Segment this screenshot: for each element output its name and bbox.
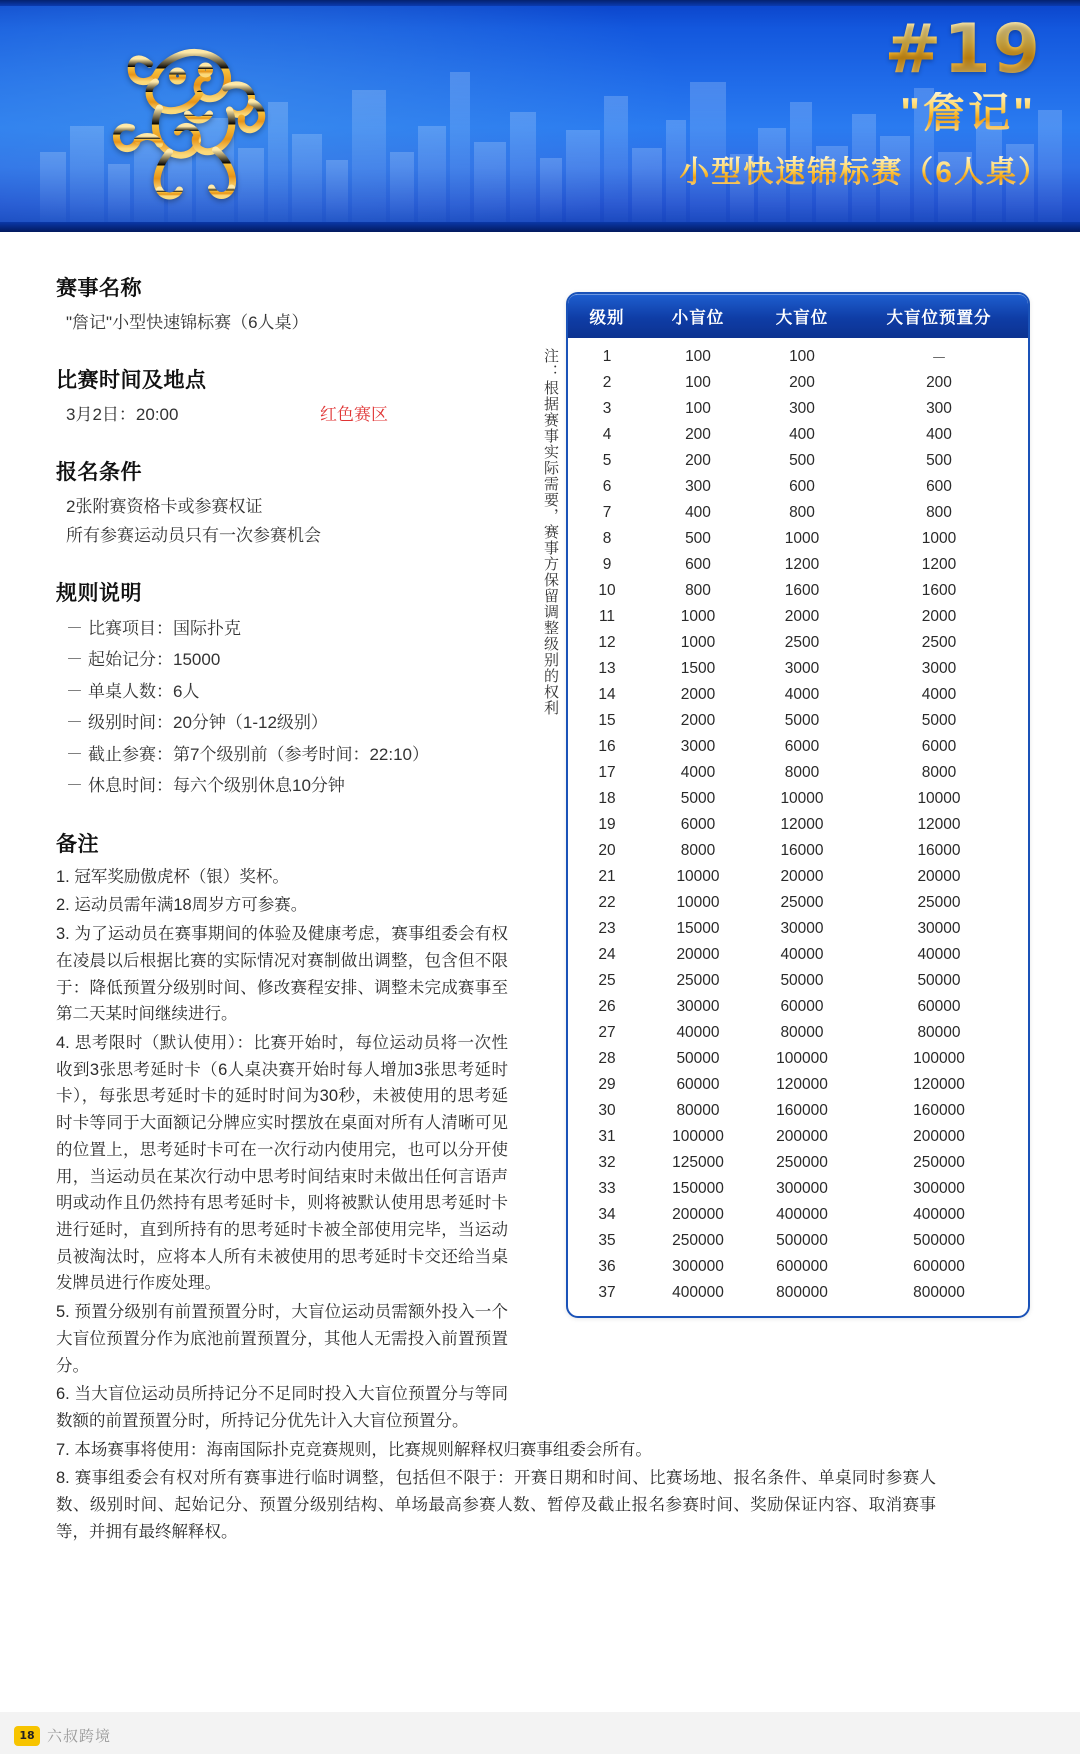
table-cell: 60000	[917, 998, 961, 1015]
table-cell: 35	[598, 1232, 616, 1249]
table-row	[568, 344, 1028, 370]
issue-number: #19	[534, 16, 1054, 84]
table-cell: 12	[598, 634, 616, 651]
table-row	[568, 1176, 1028, 1202]
time-place-title: 比赛时间及地点	[56, 368, 207, 392]
table-cell: 14	[598, 686, 616, 703]
remark-item-wide: 7. 本场赛事将使用：海南国际扑克竞赛规则，比赛规则解释权归赛事组委会所有。	[56, 1440, 652, 1459]
table-cell: 22	[598, 894, 616, 911]
remark-item: 4. 思考限时（默认使用）：比赛开始时，每位运动员将一次性收到3张思考延时卡（6人桌决赛开始时每人增加3张思考延时卡），每张思考延时卡的延时时间为30秒，未被使用的思考延时卡等同于大面额记分牌应实时摆放在桌面对所有人清晰可见的位置上，思考延时卡可在一次行动内使用完，也可以分开使用，当运动员在某次行动中思考时间结束时未做出任何言语声明或动作且仍然持有思考延时卡，则将被默认使用思考延时卡进行延时，直到所持有的思考延时卡被全部使用完毕，当运动员被淘汰时，应将本人所有未被使用的思考延时卡交还给当桌发牌员进行作废处理。	[56, 1033, 508, 1293]
table-cell: 33	[598, 1180, 616, 1197]
list-item	[56, 644, 508, 675]
table-row	[568, 1098, 1028, 1124]
table-row	[568, 786, 1028, 812]
blind-table-side-note: 注：根据赛事实际需要，赛事方保留调整级别的权利	[542, 348, 559, 716]
table-cell: 50000	[676, 1050, 720, 1067]
table-row	[568, 552, 1028, 578]
table-cell: 3000	[680, 738, 716, 755]
table-row	[568, 994, 1028, 1020]
watermark	[14, 1725, 111, 1746]
event-name-title: 赛事名称	[56, 277, 142, 300]
table-cell: 3000	[784, 660, 820, 677]
table-cell: 30000	[917, 920, 961, 937]
list-item	[56, 707, 508, 738]
event-name-value: "詹记"小型快速锦标赛（6人桌）	[66, 313, 309, 332]
table-row	[568, 708, 1028, 734]
table-cell: 300	[685, 478, 711, 495]
column-header-small-blind: 小盲位	[671, 309, 725, 327]
blind-structure-table	[566, 292, 1030, 1318]
section-entry-conditions	[56, 456, 508, 552]
column-header-level: 级别	[589, 309, 625, 327]
table-cell: 600	[789, 478, 815, 495]
rule-text: 休息时间：每六个级别休息10分钟	[88, 776, 345, 796]
table-cell: 800	[789, 504, 815, 521]
table-row	[568, 1280, 1028, 1306]
table-cell: 7	[602, 504, 612, 521]
table-row	[568, 1046, 1028, 1072]
table-cell: 17	[598, 764, 616, 781]
table-cell: 6000	[921, 738, 957, 755]
table-cell: 1	[602, 348, 612, 365]
table-row	[568, 422, 1028, 448]
rule-text: 级别时间：20分钟（1-12级别）	[88, 713, 328, 733]
table-cell: 5000	[784, 712, 820, 729]
table-cell: 10000	[780, 790, 824, 807]
table-cell: 80000	[676, 1102, 720, 1119]
table-cell: 300000	[672, 1258, 724, 1275]
table-cell: 6	[602, 478, 612, 495]
table-cell: 30	[598, 1102, 616, 1119]
table-cell: 19	[598, 816, 616, 833]
table-row	[568, 864, 1028, 890]
banner-title-group	[534, 10, 1054, 189]
table-row	[568, 656, 1028, 682]
table-cell: 5000	[921, 712, 957, 729]
table-cell: 2000	[784, 608, 820, 625]
table-row	[568, 448, 1028, 474]
table-cell: 100000	[776, 1050, 828, 1067]
table-cell: 120000	[776, 1076, 828, 1093]
table-cell: 31	[598, 1128, 616, 1145]
table-cell: 15000	[676, 920, 720, 937]
table-cell: 300	[926, 400, 952, 417]
table-cell: 80000	[780, 1024, 824, 1041]
rule-text: 截止参赛：第7个级别前（参考时间：22:10）	[88, 744, 429, 764]
table-cell: 24	[598, 946, 616, 963]
table-cell: 1600	[921, 582, 957, 599]
table-cell: 28	[598, 1050, 616, 1067]
table-cell: 150000	[672, 1180, 724, 1197]
table-cell: 32	[598, 1154, 616, 1171]
table-cell: 20000	[676, 946, 720, 963]
list-item	[56, 613, 508, 644]
table-cell: 2500	[921, 634, 957, 651]
table-cell: 600000	[776, 1258, 828, 1275]
table-cell: 400000	[672, 1284, 724, 1301]
table-cell: 250000	[672, 1232, 724, 1249]
table-row	[568, 942, 1028, 968]
table-row	[568, 1020, 1028, 1046]
table-cell: 40000	[676, 1024, 720, 1041]
table-cell: 300000	[776, 1180, 828, 1197]
table-cell: 200000	[913, 1128, 965, 1145]
remarks-title: 备注	[56, 832, 99, 856]
table-cell: 25000	[917, 894, 961, 911]
table-cell: 250000	[913, 1154, 965, 1171]
table-row	[568, 838, 1028, 864]
table-cell: 2	[602, 374, 612, 391]
table-row	[568, 890, 1028, 916]
dash-bullet: －	[66, 681, 83, 701]
table-cell: 4000	[680, 764, 716, 781]
table-cell: 800000	[913, 1284, 965, 1301]
event-datetime: 3月2日：20:00	[66, 404, 179, 424]
table-cell: 25000	[780, 894, 824, 911]
header-banner	[0, 0, 1080, 232]
table-row	[568, 916, 1028, 942]
table-cell: 160000	[776, 1102, 828, 1119]
list-item	[56, 770, 508, 801]
table-cell: 40000	[780, 946, 824, 963]
table-cell: 100	[685, 374, 711, 391]
table-cell: 4	[602, 426, 612, 443]
table-cell: 20000	[917, 868, 961, 885]
event-brand: "詹记"	[534, 92, 1054, 134]
remark-item: 5. 预置分级别有前置预置分时，大盲位运动员需额外投入一个大盲位预置分作为底池前置预置分，其他人无需投入前置预置分。	[56, 1303, 508, 1375]
table-row	[568, 1124, 1028, 1150]
tiger-emblem-icon	[86, 18, 301, 218]
table-cell: 36	[598, 1258, 616, 1275]
table-cell: 400000	[776, 1206, 828, 1223]
time-place-row	[56, 400, 508, 430]
table-row	[568, 630, 1028, 656]
rule-text: 起始记分：15000	[88, 650, 221, 670]
rule-text: 单桌人数：6人	[88, 681, 200, 701]
table-cell: 2000	[680, 712, 716, 729]
table-cell: 40000	[917, 946, 961, 963]
table-cell: 200	[789, 374, 815, 391]
table-cell: 12000	[917, 816, 961, 833]
table-row	[568, 370, 1028, 396]
table-cell: 16000	[780, 842, 824, 859]
table-cell: 1200	[921, 556, 957, 573]
list-item	[56, 676, 508, 707]
table-cell: 1600	[784, 582, 820, 599]
table-row	[568, 604, 1028, 630]
table-cell: 20	[598, 842, 616, 859]
table-cell: 500	[789, 452, 815, 469]
table-cell: 80000	[917, 1024, 961, 1041]
entry-line: 2张附赛资格卡或参赛权证	[66, 496, 263, 516]
table-cell: 400	[926, 426, 952, 443]
table-cell: 800	[926, 504, 952, 521]
section-rules	[56, 577, 508, 802]
table-cell: 26	[598, 998, 616, 1015]
venue-badge: 红色赛区	[320, 404, 388, 424]
table-cell: 500	[685, 530, 711, 547]
rules-title: 规则说明	[56, 582, 142, 605]
table-row	[568, 812, 1028, 838]
table-cell: 100000	[913, 1050, 965, 1067]
table-cell: －	[931, 350, 947, 367]
table-cell: 300000	[913, 1180, 965, 1197]
table-cell: 2000	[680, 686, 716, 703]
table-cell: 100	[685, 400, 711, 417]
table-cell: 15	[598, 712, 616, 729]
table-cell: 200	[685, 452, 711, 469]
event-subtitle: 小型快速锦标赛（6人桌）	[534, 156, 1054, 189]
table-row	[568, 760, 1028, 786]
table-row	[568, 474, 1028, 500]
table-cell: 800000	[776, 1284, 828, 1301]
table-cell: 8000	[921, 764, 957, 781]
table-cell: 250000	[776, 1154, 828, 1171]
remark-item: 1. 冠军奖励傲虎杯（银）奖杯。	[56, 867, 289, 886]
dash-bullet: －	[66, 744, 83, 764]
remark-item: 3. 为了运动员在赛事期间的体验及健康考虑，赛事组委会有权在凌晨以后根据比赛的实际情况对赛制做出调整，包含但不限于：降低预置分级别时间、修改赛程安排、调整未完成赛事至第二天某时间继续进行。	[56, 925, 508, 1024]
dash-bullet: －	[66, 776, 83, 796]
table-cell: 500000	[913, 1232, 965, 1249]
table-header-row	[568, 294, 1028, 338]
section-event-name	[56, 272, 508, 338]
table-cell: 8000	[680, 842, 716, 859]
table-cell: 50000	[780, 972, 824, 989]
table-cell: 5	[602, 452, 612, 469]
footer-bar	[0, 1712, 1080, 1754]
table-cell: 1000	[784, 530, 820, 547]
table-cell: 10000	[917, 790, 961, 807]
table-cell: 500	[926, 452, 952, 469]
banner-top-edge	[0, 0, 1080, 6]
table-cell: 11	[598, 608, 616, 625]
table-row	[568, 682, 1028, 708]
table-cell: 1000	[921, 530, 957, 547]
table-cell: 4000	[784, 686, 820, 703]
table-cell: 13	[598, 660, 616, 677]
dash-bullet: －	[66, 619, 83, 638]
table-row	[568, 1072, 1028, 1098]
remark-item-wide: 8. 赛事组委会有权对所有赛事进行临时调整，包括但不限于：开赛日期和时间、比赛场地、报名条件、单桌同时参赛人数、级别时间、起始记分、预置分级别结构、单场最高参赛人数、暂停及截止报名参赛时间、奖励保证内容、取消赛事等，并拥有最终解释权。	[56, 1469, 936, 1541]
table-cell: 2500	[784, 634, 820, 651]
table-cell: 18	[598, 790, 616, 807]
column-header-big-blind: 大盲位	[775, 309, 829, 327]
table-row	[568, 968, 1028, 994]
table-cell: 25	[598, 972, 616, 989]
table-cell: 2000	[921, 608, 957, 625]
table-cell: 800	[685, 582, 711, 599]
remark-item: 2. 运动员需年满18周岁方可参赛。	[56, 896, 308, 915]
table-cell: 60000	[676, 1076, 720, 1093]
table-cell: 16000	[917, 842, 961, 859]
table-row	[568, 396, 1028, 422]
table-cell: 16	[598, 738, 616, 755]
table-cell: 600	[685, 556, 711, 573]
table-cell: 4000	[921, 686, 957, 703]
table-cell: 27	[598, 1024, 616, 1041]
table-cell: 100000	[672, 1128, 724, 1145]
table-cell: 500000	[776, 1232, 828, 1249]
rule-text: 比赛项目：国际扑克	[88, 619, 241, 638]
table-row	[568, 1150, 1028, 1176]
table-cell: 600	[926, 478, 952, 495]
table-cell: 200	[926, 374, 952, 391]
table-cell: 400	[685, 504, 711, 521]
table-cell: 50000	[917, 972, 961, 989]
table-cell: 6000	[680, 816, 716, 833]
table-cell: 29	[598, 1076, 616, 1093]
table-cell: 25000	[676, 972, 720, 989]
list-item	[56, 739, 508, 770]
remark-item: 6. 当大盲位运动员所持记分不足同时投入大盲位预置分与等同数额的前置预置分时，所持记分优先计入大盲位预置分。	[56, 1385, 508, 1430]
dash-bullet: －	[66, 650, 83, 670]
table-cell: 3000	[921, 660, 957, 677]
table-cell: 120000	[913, 1076, 965, 1093]
table-cell: 125000	[672, 1154, 724, 1171]
table-cell: 9	[602, 556, 612, 573]
entry-title: 报名条件	[56, 460, 142, 484]
table-cell: 5000	[680, 790, 716, 807]
table-row	[568, 734, 1028, 760]
table-cell: 12000	[780, 816, 824, 833]
table-cell: 600000	[913, 1258, 965, 1275]
table-cell: 160000	[913, 1102, 965, 1119]
table-cell: 20000	[780, 868, 824, 885]
table-cell: 3	[602, 400, 612, 417]
age-badge-icon: 18	[14, 1726, 40, 1746]
table-cell: 400	[789, 426, 815, 443]
table-cell: 8000	[784, 764, 820, 781]
table-row	[568, 526, 1028, 552]
table-cell: 10000	[676, 868, 720, 885]
table-cell: 100	[685, 348, 711, 365]
table-cell: 30000	[676, 998, 720, 1015]
table-row	[568, 1228, 1028, 1254]
table-cell: 21	[598, 868, 616, 885]
entry-line: 所有参赛运动员只有一次参赛机会	[66, 526, 321, 546]
table-cell: 10	[598, 582, 616, 599]
table-body	[568, 338, 1028, 1316]
table-cell: 34	[598, 1206, 616, 1223]
table-cell: 200000	[672, 1206, 724, 1223]
table-row	[568, 578, 1028, 604]
table-row	[568, 1254, 1028, 1280]
table-cell: 23	[598, 920, 616, 937]
table-cell: 1000	[680, 608, 716, 625]
table-cell: 1500	[680, 660, 716, 677]
column-header-ante: 大盲位预置分	[886, 309, 992, 327]
table-cell: 30000	[780, 920, 824, 937]
table-cell: 1000	[680, 634, 716, 651]
table-cell: 60000	[780, 998, 824, 1015]
table-cell: 1200	[784, 556, 820, 573]
table-cell: 200	[685, 426, 711, 443]
table-row	[568, 500, 1028, 526]
table-cell: 10000	[676, 894, 720, 911]
table-cell: 6000	[784, 738, 820, 755]
table-cell: 300	[789, 400, 815, 417]
banner-bottom-edge	[0, 222, 1080, 232]
table-cell: 8	[602, 530, 612, 547]
section-time-place	[56, 364, 508, 430]
table-cell: 400000	[913, 1206, 965, 1223]
table-cell: 100	[789, 348, 815, 365]
watermark-text: 六叔跨境	[47, 1728, 112, 1745]
table-row	[568, 1202, 1028, 1228]
table-cell: 200000	[776, 1128, 828, 1145]
table-cell: 37	[598, 1284, 616, 1301]
dash-bullet: －	[66, 713, 83, 733]
rules-list	[56, 613, 508, 802]
